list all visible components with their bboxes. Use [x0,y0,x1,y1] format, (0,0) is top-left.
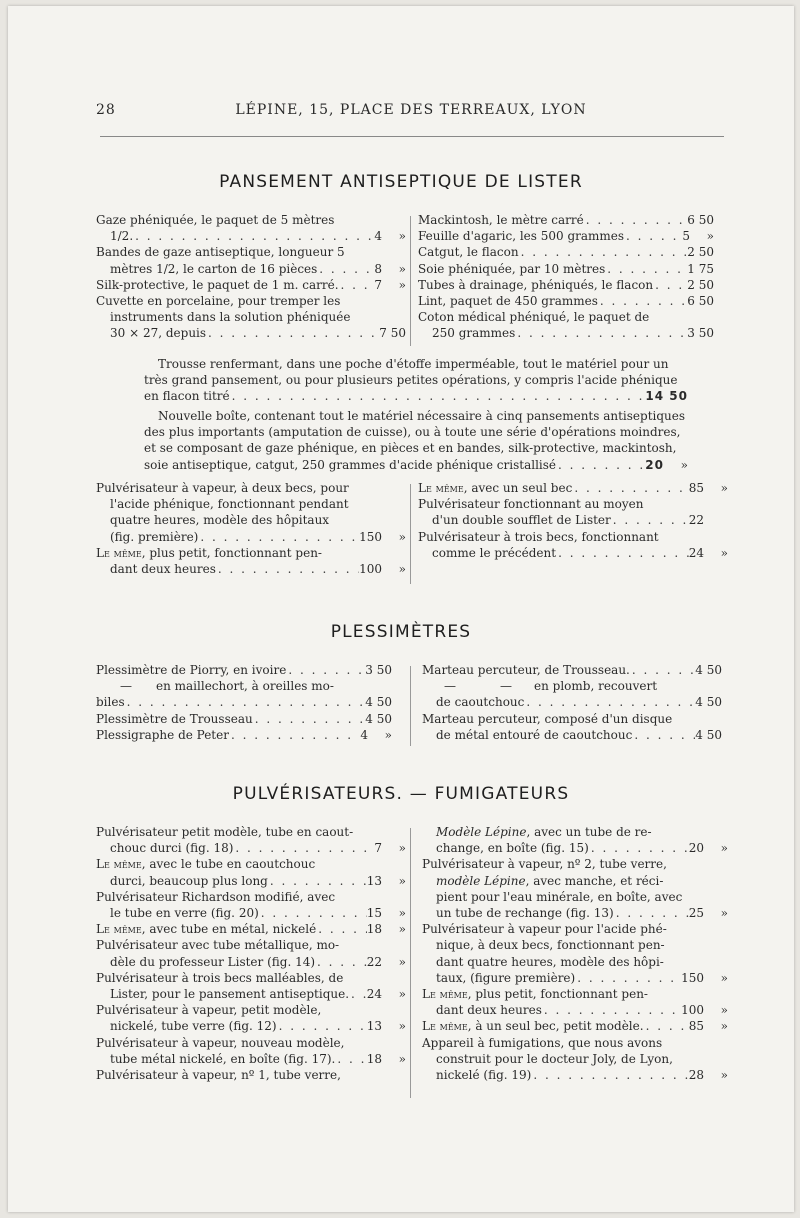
list-item: Feuille d'agaric, les 500 grammes . . . 5 » [418,228,714,244]
lister-left-column [96,212,406,342]
list-item: pient pour l'eau minérale, en boîte, avec [436,889,683,904]
list-item: Le même, plus petit, fonctionnant pen- [422,987,648,1002]
list-item: Le même, avec le tube en caoutchouc [96,857,316,872]
section-title-plessimetres: PLESSIMÈTRES [330,622,472,642]
list-item: Lister, pour le pansement antiseptique. . . . 24 » [96,986,406,1002]
pless-left-column [96,662,392,743]
section-title-pulverisateurs: PULVÉRISATEURS. — FUMIGATEURS [232,784,570,804]
list-item: Pulvérisateur petit modèle, tube en caout- [96,825,354,839]
list-item: Pulvérisateur Richardson modifié, avec [96,889,336,904]
list-item: dant deux heures . . . 100 » [96,561,406,577]
list-item: instruments dans la solution phéniquée [110,310,351,325]
column-divider [410,666,411,746]
list-item: Cuvette en porcelaine, pour tremper les [96,294,341,309]
boite-paragraph: Nouvelle boîte, contenant tout le matériel nécessaire à cinq pansements antiseptiques des plus importants (amputation de cuisse), ou à toute une série d'opérations moindres, et se composant de gaze phénique, en pièces et en bandes, silk-protective, mackintosh, soie antiseptique, catgut, 250 grammes d'acide phénique cristallisé . . . 20 » [144,408,688,473]
list-item: Appareil à fumigations, que nous avons [422,1035,663,1050]
list-item: Modèle Lépine, avec un tube de re- [436,825,652,839]
page-number: 28 [96,102,116,118]
section-title-lister: PANSEMENT ANTISEPTIQUE DE LISTER [219,172,583,192]
list-item: Pulvérisateur à trois becs malléables, de [96,970,344,985]
list-item: Pulvérisateur à trois becs, fonctionnant [418,529,659,544]
list-item: 30 × 27, depuis . . . 7 50 [96,325,406,341]
list-item: Pulvérisateur avec tube métallique, mo- [96,938,340,953]
list-item: Pulvérisateur à vapeur, petit modèle, [96,1003,322,1018]
lister-right-column [418,212,714,342]
list-item: Marteau percuteur, composé d'un disque [422,711,673,726]
list-item: modèle Lépine, avec manche, et réci- [436,873,664,888]
list-item: Pulvérisateur à vapeur, nouveau modèle, [96,1035,345,1050]
list-item: taux, (figure première) . . . 150 » [422,970,728,986]
list-item: Marteau percuteur, de Trousseau. . . . 4 50 [422,662,722,678]
list-item: Pulvérisateur à vapeur, nº 1, tube verre, [96,1068,341,1083]
list-item: Bandes de gaze antiseptique, longueur 5 [96,245,345,260]
list-item: Plessigraphe de Peter . . . 4 » [96,727,392,743]
list-item: (fig. première) . . . 150 » [96,529,406,545]
list-item: un tube de rechange (fig. 13) . . . 25 » [422,905,728,921]
list-item: tube métal nickelé, en boîte (fig. 17). . . . 18 » [96,1051,406,1067]
pless-right-column [422,662,722,743]
list-item: mètres 1/2, le carton de 16 pièces . . . 8 » [96,261,406,277]
page-header [8,102,794,122]
list-item: Pulvérisateur fonctionnant au moyen [418,497,644,512]
list-item: nickelé, tube verre (fig. 12) . . . 13 » [96,1018,406,1034]
list-item: Pulvérisateur à vapeur, nº 2, tube verre, [422,857,667,872]
list-item: change, en boîte (fig. 15) . . . 20 » [422,840,728,856]
list-item: Pulvérisateur à vapeur pour l'acide phé- [422,922,667,937]
column-divider [410,216,411,346]
pulv-lister-left-column [96,480,406,577]
list-item: Soie phéniquée, par 10 mètres . . . 1 75 [418,261,714,277]
list-item: 1/2. . . . 4 » [96,228,406,244]
list-item: Le même, avec un seul bec . . . 85 » [418,480,728,496]
pulv-left-column [96,824,406,1083]
list-item: construit pour le docteur Joly, de Lyon, [436,1051,673,1066]
list-item: Le même, à un seul bec, petit modèle. . . . 85 » [422,1018,728,1034]
list-item: durci, beaucoup plus long . . . 13 » [96,873,406,889]
list-item: Coton médical phéniqué, le paquet de [418,310,650,325]
list-item: dèle du professeur Lister (fig. 14) . . . 22 » [96,954,406,970]
list-item: Catgut, le flacon . . . 2 50 [418,244,714,260]
list-item: — — en plomb, recouvert [444,679,658,694]
list-item: nickelé (fig. 19) . . . 28 » [422,1067,728,1083]
header-rule [100,136,724,137]
list-item: — en maillechort, à oreilles mo- [120,679,334,694]
list-item: comme le précédent . . . 24 » [418,545,728,561]
pulv-right-column [422,824,728,1083]
list-item: biles . . . 4 50 [96,694,392,710]
list-item: de caoutchouc . . . 4 50 [422,694,722,710]
list-item: Lint, paquet de 450 grammes . . . 6 50 [418,293,714,309]
list-item: de métal entouré de caoutchouc . . . 4 50 [422,727,722,743]
list-item: d'un double soufflet de Lister . . . 22 [418,512,728,528]
list-item: dant quatre heures, modèle des hôpi- [436,954,664,969]
list-item: Plessimètre de Trousseau . . . 4 50 [96,711,392,727]
list-item: Le même, plus petit, fonctionnant pen- [96,545,322,560]
list-item: quatre heures, modèle des hôpitaux [110,513,330,528]
column-divider [410,484,411,584]
list-item: dant deux heures . . . 100 » [422,1002,728,1018]
list-item: Gaze phéniquée, le paquet de 5 mètres [96,213,335,227]
list-item: chouc durci (fig. 18) . . . 7 » [96,840,406,856]
running-title: LÉPINE, 15, PLACE DES TERREAUX, LYON [235,102,587,118]
pulv-lister-right-column [418,480,728,561]
list-item: Le même, avec tube en métal, nickelé . . . 18 » [96,921,406,937]
list-item: Silk-protective, le paquet de 1 m. carré. . . . 7 » [96,277,406,293]
catalog-page [8,6,794,1212]
column-divider [410,828,411,1098]
list-item: nique, à deux becs, fonctionnant pen- [436,938,665,953]
list-item: le tube en verre (fig. 20) . . . 15 » [96,905,406,921]
list-item: Pulvérisateur à vapeur, à deux becs, pour [96,481,349,495]
trousse-paragraph: Trousse renfermant, dans une poche d'étoffe imperméable, tout le matériel pour un très grand pansement, ou pour plusieurs petites opérations, y compris l'acide phénique en flacon titré . . . 14 50 [144,356,688,405]
list-item: l'acide phénique, fonctionnant pendant [110,497,349,512]
list-item: Plessimètre de Piorry, en ivoire . . . 3 50 [96,662,392,678]
list-item: Tubes à drainage, phéniqués, le flacon . . . 2 50 [418,277,714,293]
list-item: Mackintosh, le mètre carré . . . 6 50 [418,212,714,228]
list-item: 250 grammes . . . 3 50 [418,325,714,341]
